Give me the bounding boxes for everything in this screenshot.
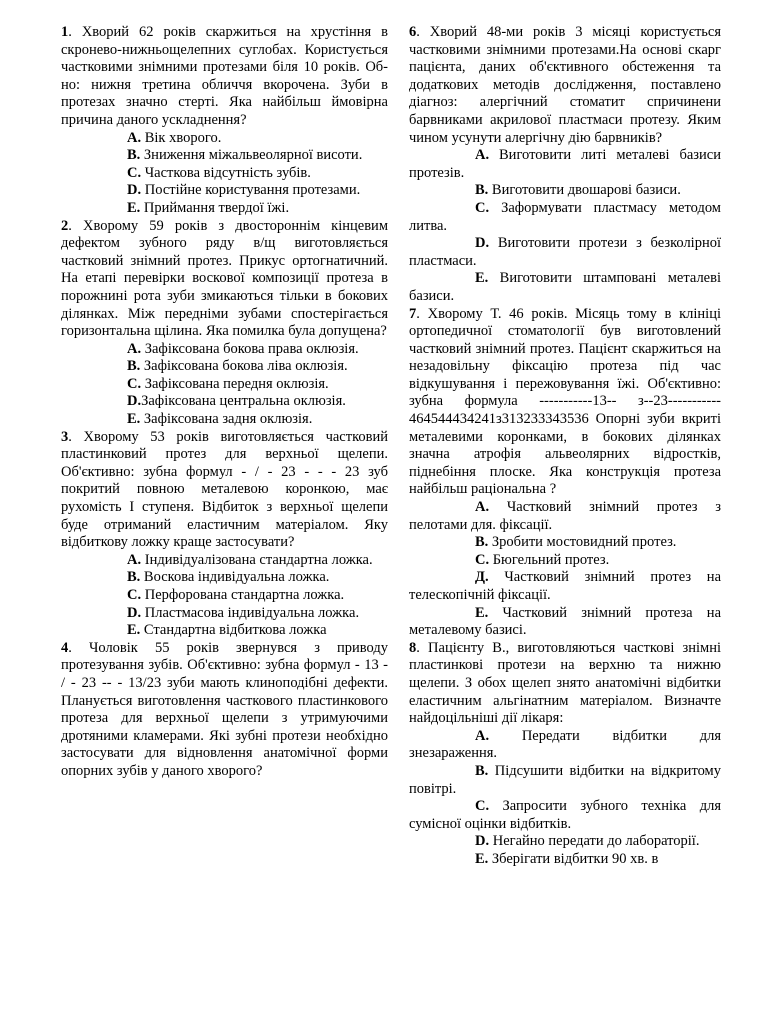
option-text: Виготовити протези з безколірної пластмаси. — [409, 235, 721, 269]
option-text: Зробити мостовидний протез. — [488, 534, 677, 551]
option-text: Передати відбитки для знезараження. — [409, 727, 721, 762]
answer-option — [409, 605, 721, 640]
question-3 — [61, 429, 388, 552]
option-letter: С. — [475, 551, 490, 568]
answer-option — [409, 147, 721, 182]
option-letter: В. — [475, 762, 489, 779]
answer-option — [61, 393, 388, 411]
answer-option — [61, 605, 388, 623]
answer-option — [409, 270, 721, 305]
answer-option — [61, 622, 388, 640]
question-text: . Хворий 62 років скаржиться на хрустіння в скронево-нижньощелепних суглобах. Користується частковими знімними протезами біля 10 років. Об-но: нижня третина обличчя вкорочена. Зуби в протезах значно стерті. Яка найбільш ймовірна причина даного ускладнення? — [61, 24, 388, 128]
question-text: . Хворому 59 років з двостороннім кінцевим дефектом зубного ряду в/щ виготовляється частковий знімний протез. Прикус ортогнатичний. На етапі перевірки воскової композиції протеза в порожнині рота зуби змикаються тільки в бокових ділянках. Між передніми зубами спостерігається горизонтальна щілина. Яка помилка була допущена? — [61, 217, 388, 340]
option-text: Пластмасова індивідуальна ложка. — [141, 604, 360, 621]
question-text: . Хворому Т. 46 років. Місяць тому в клініці ортопедичної стоматології був виготовлений частковий знімний протез. Пацієнт скаржиться на незадовільну фіксацію протеза під час відкушування і пережовування їжі. Об'єктивно: зубна формула -----------13-- з--23----------- 464544434241з313233343536 Опорні зуби вкриті металевими коронками, в бокових ділянках значна атрофія альвеолярних відростків, піднебіння плоске. Яка конструкція протеза найбільш раціональна ? — [409, 305, 721, 498]
option-text: Частковий знімний протеза на металевому базисі. — [409, 604, 721, 639]
option-letter: Е. — [475, 270, 489, 287]
option-text: Зниження міжальвеолярної висоти. — [140, 147, 363, 164]
option-letter: В. — [127, 358, 141, 375]
question-6 — [409, 24, 721, 147]
question-number: 1 — [61, 24, 69, 40]
answer-option — [61, 341, 388, 359]
question-number: 2 — [61, 217, 69, 234]
option-letter: Е. — [127, 411, 141, 428]
option-letter: D. — [475, 235, 490, 252]
answer-option — [409, 833, 721, 851]
question-text: . Пацієнту В., виготовляються часткові знімні пластинкові протези на верхню та нижню щелепи. З обох щелеп знято анатомічні відбитки еластичним альгінатним матеріалом. Визначте найдоцільніші дії лікаря: — [409, 639, 721, 727]
option-letter: А. — [475, 147, 490, 164]
option-letter: D. — [127, 393, 142, 410]
answer-option — [61, 182, 388, 200]
question-number: 7 — [409, 305, 417, 322]
option-text: Зафіксована центральна оклюзія. — [141, 393, 346, 410]
option-text: Бюгельний протез. — [489, 551, 610, 568]
answer-option — [409, 182, 721, 200]
option-letter: А. — [475, 499, 490, 516]
option-letter: В. — [475, 534, 489, 551]
option-letter: Е. — [475, 850, 489, 867]
answer-option — [409, 569, 721, 604]
question-2 — [61, 218, 388, 341]
question-number: 4 — [61, 639, 69, 656]
option-text: Виготовити литі металеві базиси протезів. — [409, 147, 721, 181]
question-text: . Чоловік 55 років звернувся з приводу протезування зубів. Об'єктивно: зубна формул - 13 - / - 23 -- - 13/23 зуби мають клиноподібні дефекти. Планується виготовлення часткового пластинкового протеза для верхньої щелепи з утримуючими дротяними кламерами. Які зубні протези необхідно застосувати для відновлення анатомічної форми опорних зубів у даного хворого? — [61, 639, 388, 779]
answer-option — [409, 552, 721, 570]
option-text: Стандартна відбиткова ложка — [140, 622, 327, 639]
option-text: Зафіксована передня оклюзія. — [141, 375, 329, 392]
option-text: Виготовити штамповані металеві базиси. — [409, 270, 721, 304]
answer-option — [61, 200, 388, 218]
option-letter: А. — [127, 129, 142, 146]
answer-option — [409, 235, 721, 270]
option-text: Частковий знімний протез з пелотами для. фіксації. — [409, 499, 721, 533]
option-letter: С. — [475, 798, 490, 815]
option-letter: С. — [127, 375, 142, 392]
option-letter: D. — [127, 604, 142, 621]
option-text: Воскова індивідуальна ложка. — [140, 569, 330, 586]
option-letter: D. — [127, 182, 142, 199]
left-column — [61, 24, 388, 781]
option-text: Запросити зубного техніка для сумісної оцінки відбитків. — [409, 798, 721, 832]
option-letter: В. — [475, 182, 489, 199]
option-letter: В. — [127, 569, 141, 586]
option-text: Заформувати пластмасу методом литва. — [409, 199, 721, 234]
option-text: Частковий знімний протез на телескопічній фіксації. — [409, 569, 721, 603]
question-number: 6 — [409, 24, 417, 40]
option-text: Часткова відсутність зубів. — [141, 164, 311, 181]
answer-option — [409, 798, 721, 833]
answer-option — [409, 499, 721, 534]
option-letter: Е. — [127, 199, 141, 216]
option-text: Зафіксована бокова права оклюзія. — [141, 340, 359, 357]
answer-option — [61, 552, 388, 570]
option-letter: С. — [127, 164, 142, 181]
answer-option — [409, 200, 721, 235]
option-letter: А. — [127, 340, 142, 357]
option-letter: С. — [475, 199, 490, 216]
option-letter: Е. — [475, 604, 489, 621]
option-letter: D. — [475, 833, 490, 850]
option-text: Індивідуалізована стандартна ложка. — [141, 551, 373, 568]
option-letter: Д. — [475, 569, 489, 586]
option-text: Зберігати відбитки 90 хв. в — [488, 850, 659, 867]
question-number: 8 — [409, 639, 417, 656]
question-text: . Хворий 48-ми років 3 місяці користується частковими знімними протезами.На основі скарг пацієнта, даних об'єктивного обстеження та додаткових методів дослідження, поставлено діагноз: алергічний стоматит спричинени барвниками акрилової пластмаси протезу. Яким чином усунути алергічну дію барвників? — [409, 24, 721, 146]
option-text: Виготовити двошарові базиси. — [488, 182, 681, 199]
option-text: Вік хворого. — [141, 129, 222, 146]
question-text: . Хворому 53 років виготовляється частковий пластинковий протез для верхньої щелепи. Об'єктивно: зубна формул - / - 23 - - - 23 зуб покритий повною металевою коронкою, має рухомість І ступеня. Відбиток з верхньої щелепи буде отриманий еластичним матеріалом. Яку відбиткову ложку краще застосувати? — [61, 428, 388, 551]
right-column — [409, 24, 721, 1024]
option-letter: А. — [475, 727, 490, 744]
answer-option — [61, 165, 388, 183]
answer-option — [61, 587, 388, 605]
option-text: Зафіксована задня оклюзія. — [140, 411, 313, 428]
option-text: Приймання твердої їжі. — [140, 199, 290, 216]
question-4 — [61, 640, 388, 781]
option-text: Підсушити відбитки на відкритому повітрі. — [409, 762, 721, 797]
answer-option — [409, 851, 721, 869]
option-text: Постійне користування протезами. — [141, 182, 361, 199]
answer-option — [409, 728, 721, 763]
answer-option — [61, 411, 388, 429]
option-letter: Е. — [127, 622, 141, 639]
option-letter: В. — [127, 147, 141, 164]
answer-option — [409, 534, 721, 552]
question-8 — [409, 640, 721, 728]
option-letter: С. — [127, 587, 142, 603]
option-text: Негайно передати до лабораторії. — [489, 833, 700, 850]
answer-option — [409, 763, 721, 798]
question-number: 3 — [61, 428, 69, 445]
question-7 — [409, 306, 721, 500]
answer-option — [61, 358, 388, 376]
question-1 — [61, 24, 388, 130]
answer-option — [61, 130, 388, 148]
answer-option — [61, 569, 388, 587]
answer-option — [61, 147, 388, 165]
option-text: Перфорована стандартна ложка. — [141, 587, 345, 603]
option-text: Зафіксована бокова ліва оклюзія. — [140, 358, 348, 375]
answer-option — [61, 376, 388, 394]
option-letter: А. — [127, 551, 142, 568]
